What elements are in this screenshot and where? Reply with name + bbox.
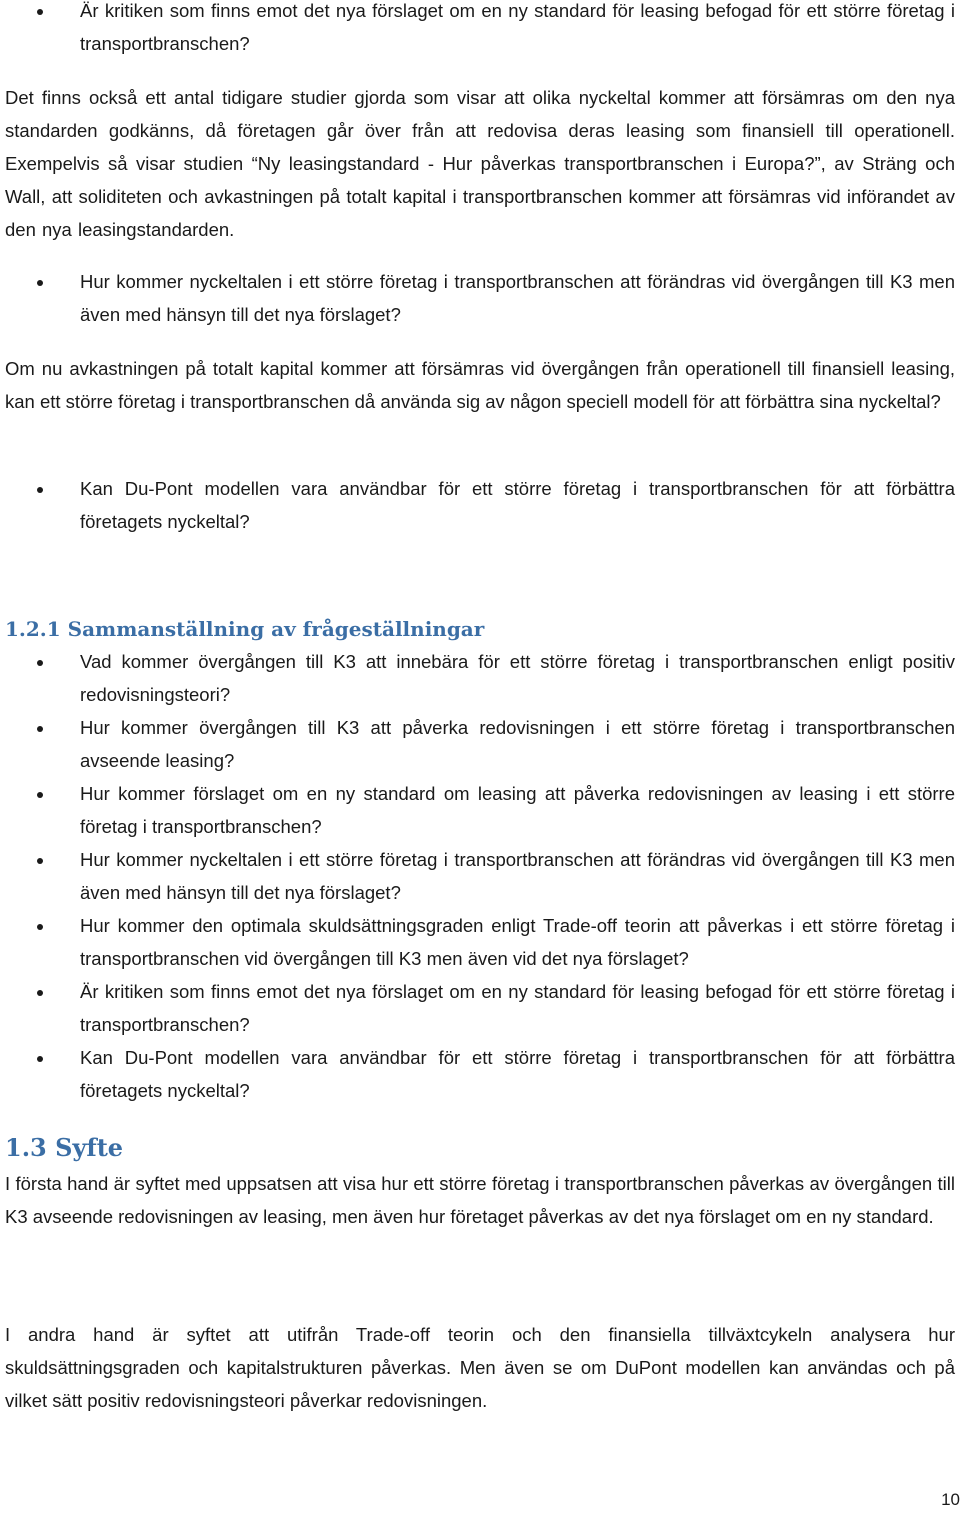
paragraph-text: I andra hand är syftet att utifrån Trade-off teorin och den finansiella tillväxtcykeln analysera hur skuldsättningsgraden och kapitalstrukturen påverkas. Men även se om DuPont modellen kan användas och på vilket sätt positiv redovisningsteori påverkar redovisningen.	[5, 1324, 955, 1411]
bullet-list	[5, 472, 955, 538]
paragraph	[5, 81, 955, 246]
list-item	[5, 265, 955, 331]
section-heading: 1.3 Syfte	[5, 1133, 124, 1162]
list-item-text: Vad kommer övergången till K3 att innebära för ett större företag i transportbranschen enligt positiv redovisningsteori?	[80, 651, 955, 705]
section-1-2-1	[5, 614, 955, 644]
list-item	[5, 1041, 955, 1107]
list-item	[5, 909, 955, 975]
paragraph-text: I första hand är syftet med uppsatsen att visa hur ett större företag i transportbranschen påverkas av övergången till K3 avseende redovisningen av leasing, men även hur företaget påverkas av det nya förslaget om en ny standard.	[5, 1173, 955, 1227]
paragraph	[5, 352, 955, 418]
section-1-3	[5, 1131, 955, 1165]
bullet-list	[5, 265, 955, 331]
list-item-text: Kan Du-Pont modellen vara användbar för ett större företag i transportbranschen för att förbättra företagets nyckeltal?	[80, 478, 955, 532]
question-list	[5, 645, 955, 1107]
bullet-icon	[37, 990, 43, 996]
list-item	[5, 975, 955, 1041]
bullet-icon	[37, 726, 43, 732]
list-item	[5, 472, 955, 538]
list-item-text: Kan Du-Pont modellen vara användbar för ett större företag i transportbranschen för att förbättra företagets nyckeltal?	[80, 1047, 955, 1101]
bullet-list-top	[5, 0, 955, 60]
bullet-icon	[37, 1056, 43, 1062]
list-item-text: Hur kommer förslaget om en ny standard om leasing att påverka redovisningen av leasing i ett större företag i transportbranschen?	[80, 783, 955, 837]
bullet-icon	[37, 792, 43, 798]
section-heading: 1.2.1 Sammanställning av frågeställningar	[5, 617, 485, 641]
list-item-text: Hur kommer den optimala skuldsättningsgraden enligt Trade-off teorin att påverkas i ett större företag i transportbranschen vid övergången till K3 men även vid det nya förslaget?	[80, 915, 955, 969]
paragraph	[5, 1318, 955, 1417]
list-item-text: Hur kommer övergången till K3 att påverka redovisningen i ett större företag i transportbranschen avseende leasing?	[80, 717, 955, 771]
paragraph	[5, 1167, 955, 1233]
list-item-text: Är kritiken som finns emot det nya förslaget om en ny standard för leasing befogad för ett större företag i transportbranschen?	[80, 0, 955, 54]
list-item-text: Hur kommer nyckeltalen i ett större företag i transportbranschen att förändras vid övergången till K3 men även med hänsyn till det nya förslaget?	[80, 849, 955, 903]
list-item-text: Är kritiken som finns emot det nya förslaget om en ny standard för leasing befogad för ett större företag i transportbranschen?	[80, 981, 955, 1035]
bullet-icon	[37, 280, 43, 286]
page-number: 10	[941, 1490, 960, 1509]
bullet-icon	[37, 487, 43, 493]
bullet-icon	[37, 9, 43, 15]
list-item	[5, 777, 955, 843]
paragraph-text: Det finns också ett antal tidigare studier gjorda som visar att olika nyckeltal kommer att försämras om den nya standarden godkänns, då företagen går över från att redovisa deras leasing som finansiell till operationell. Exempelvis så visar studien “Ny leasingstandard - Hur påverkas transportbranschen i Europa?”, av Sträng och Wall, att soliditeten och avkastningen på totalt kapital i transportbranschen kommer att försämras vid införandet av den nya leasingstandarden.	[5, 87, 955, 240]
bullet-icon	[37, 924, 43, 930]
list-item	[5, 843, 955, 909]
list-item	[5, 711, 955, 777]
paragraph-text: Om nu avkastningen på totalt kapital kommer att försämras vid övergången från operationell till finansiell leasing, kan ett större företag i transportbranschen då använda sig av någon speciell modell för att förbättra sina nyckeltal?	[5, 358, 955, 412]
bullet-icon	[37, 858, 43, 864]
list-item-text: Hur kommer nyckeltalen i ett större företag i transportbranschen att förändras vid övergången till K3 men även med hänsyn till det nya förslaget?	[80, 271, 955, 325]
bullet-icon	[37, 660, 43, 666]
list-item	[5, 645, 955, 711]
list-item	[5, 0, 955, 60]
